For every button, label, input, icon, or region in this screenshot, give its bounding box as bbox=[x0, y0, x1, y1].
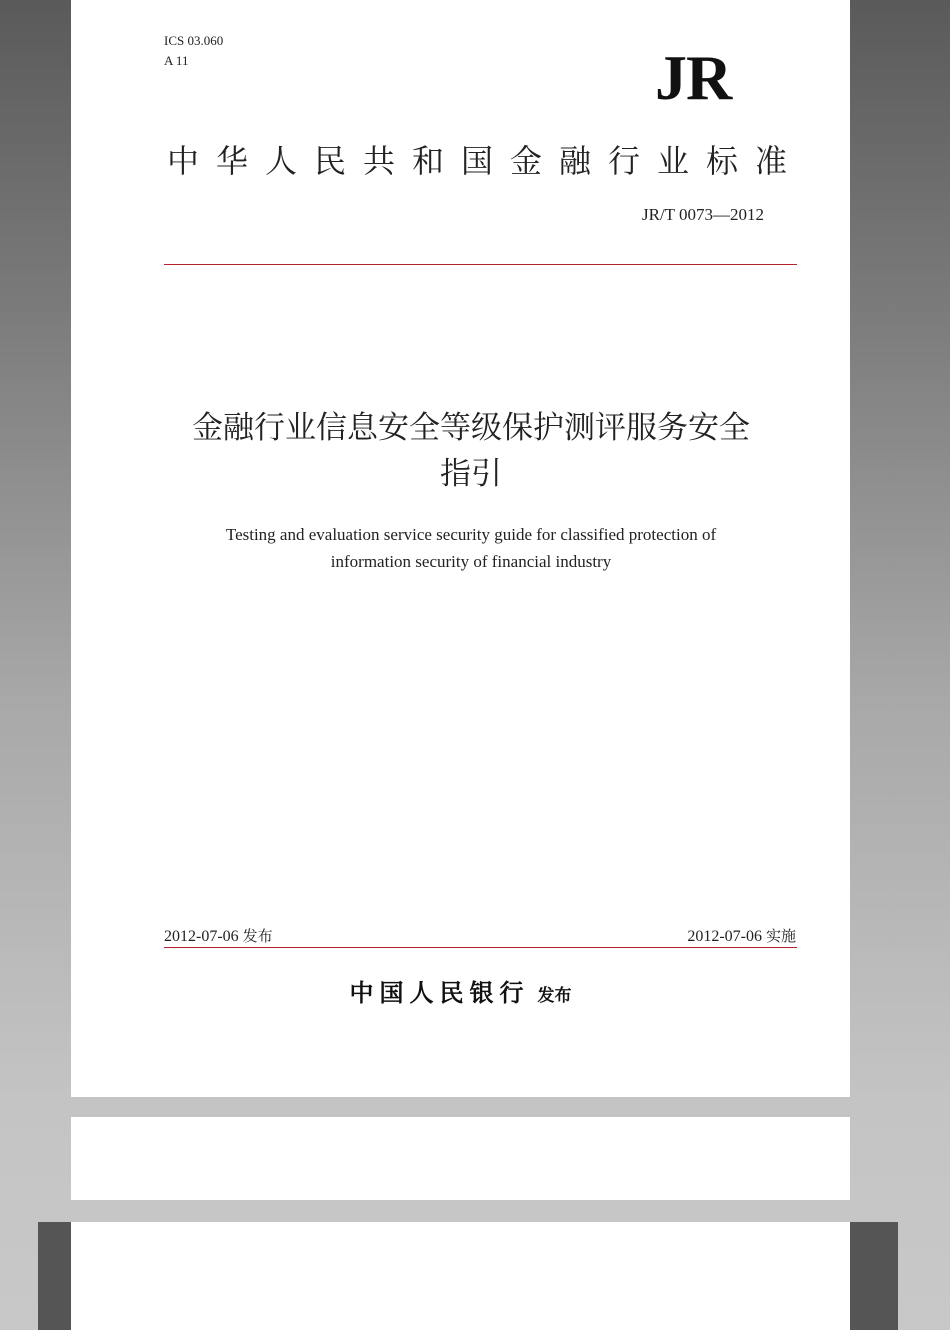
viewer-side-shadow-right bbox=[850, 1222, 898, 1330]
publisher-name: 中国人民银行 bbox=[349, 979, 530, 1007]
issue-date bbox=[164, 925, 273, 946]
english-title-line2: information security of financial industry bbox=[330, 552, 612, 571]
jr-logo: JR bbox=[655, 42, 732, 113]
classification-code: A 11 bbox=[164, 53, 189, 68]
bottom-divider bbox=[164, 947, 797, 948]
english-title-line1: Testing and evaluation service security guide for classified protection of bbox=[225, 525, 717, 544]
publisher bbox=[71, 973, 850, 1008]
document-page-next bbox=[71, 1222, 850, 1330]
issue-date-value: 2012-07-06 bbox=[164, 928, 239, 945]
standard-type-heading: 中华人民共和国金融行业标准 bbox=[167, 142, 805, 180]
chinese-title-line1: 金融行业信息安全等级保护测评服务安全 bbox=[192, 410, 750, 446]
standard-number: JR/T 0073—2012 bbox=[641, 205, 764, 224]
issue-date-label: 发布 bbox=[242, 927, 273, 945]
chinese-title-line2: 指引 bbox=[440, 456, 502, 492]
implementation-date bbox=[687, 925, 796, 946]
ics-code: ICS 03.060 bbox=[164, 33, 224, 48]
chinese-title bbox=[131, 405, 811, 497]
english-title bbox=[161, 521, 781, 575]
implementation-date-label: 实施 bbox=[765, 927, 796, 945]
top-divider bbox=[164, 264, 797, 265]
implementation-date-value: 2012-07-06 bbox=[687, 928, 762, 945]
publisher-action: 发布 bbox=[537, 986, 572, 1006]
document-page-blank bbox=[71, 1117, 850, 1200]
document-page-cover bbox=[71, 0, 850, 1097]
